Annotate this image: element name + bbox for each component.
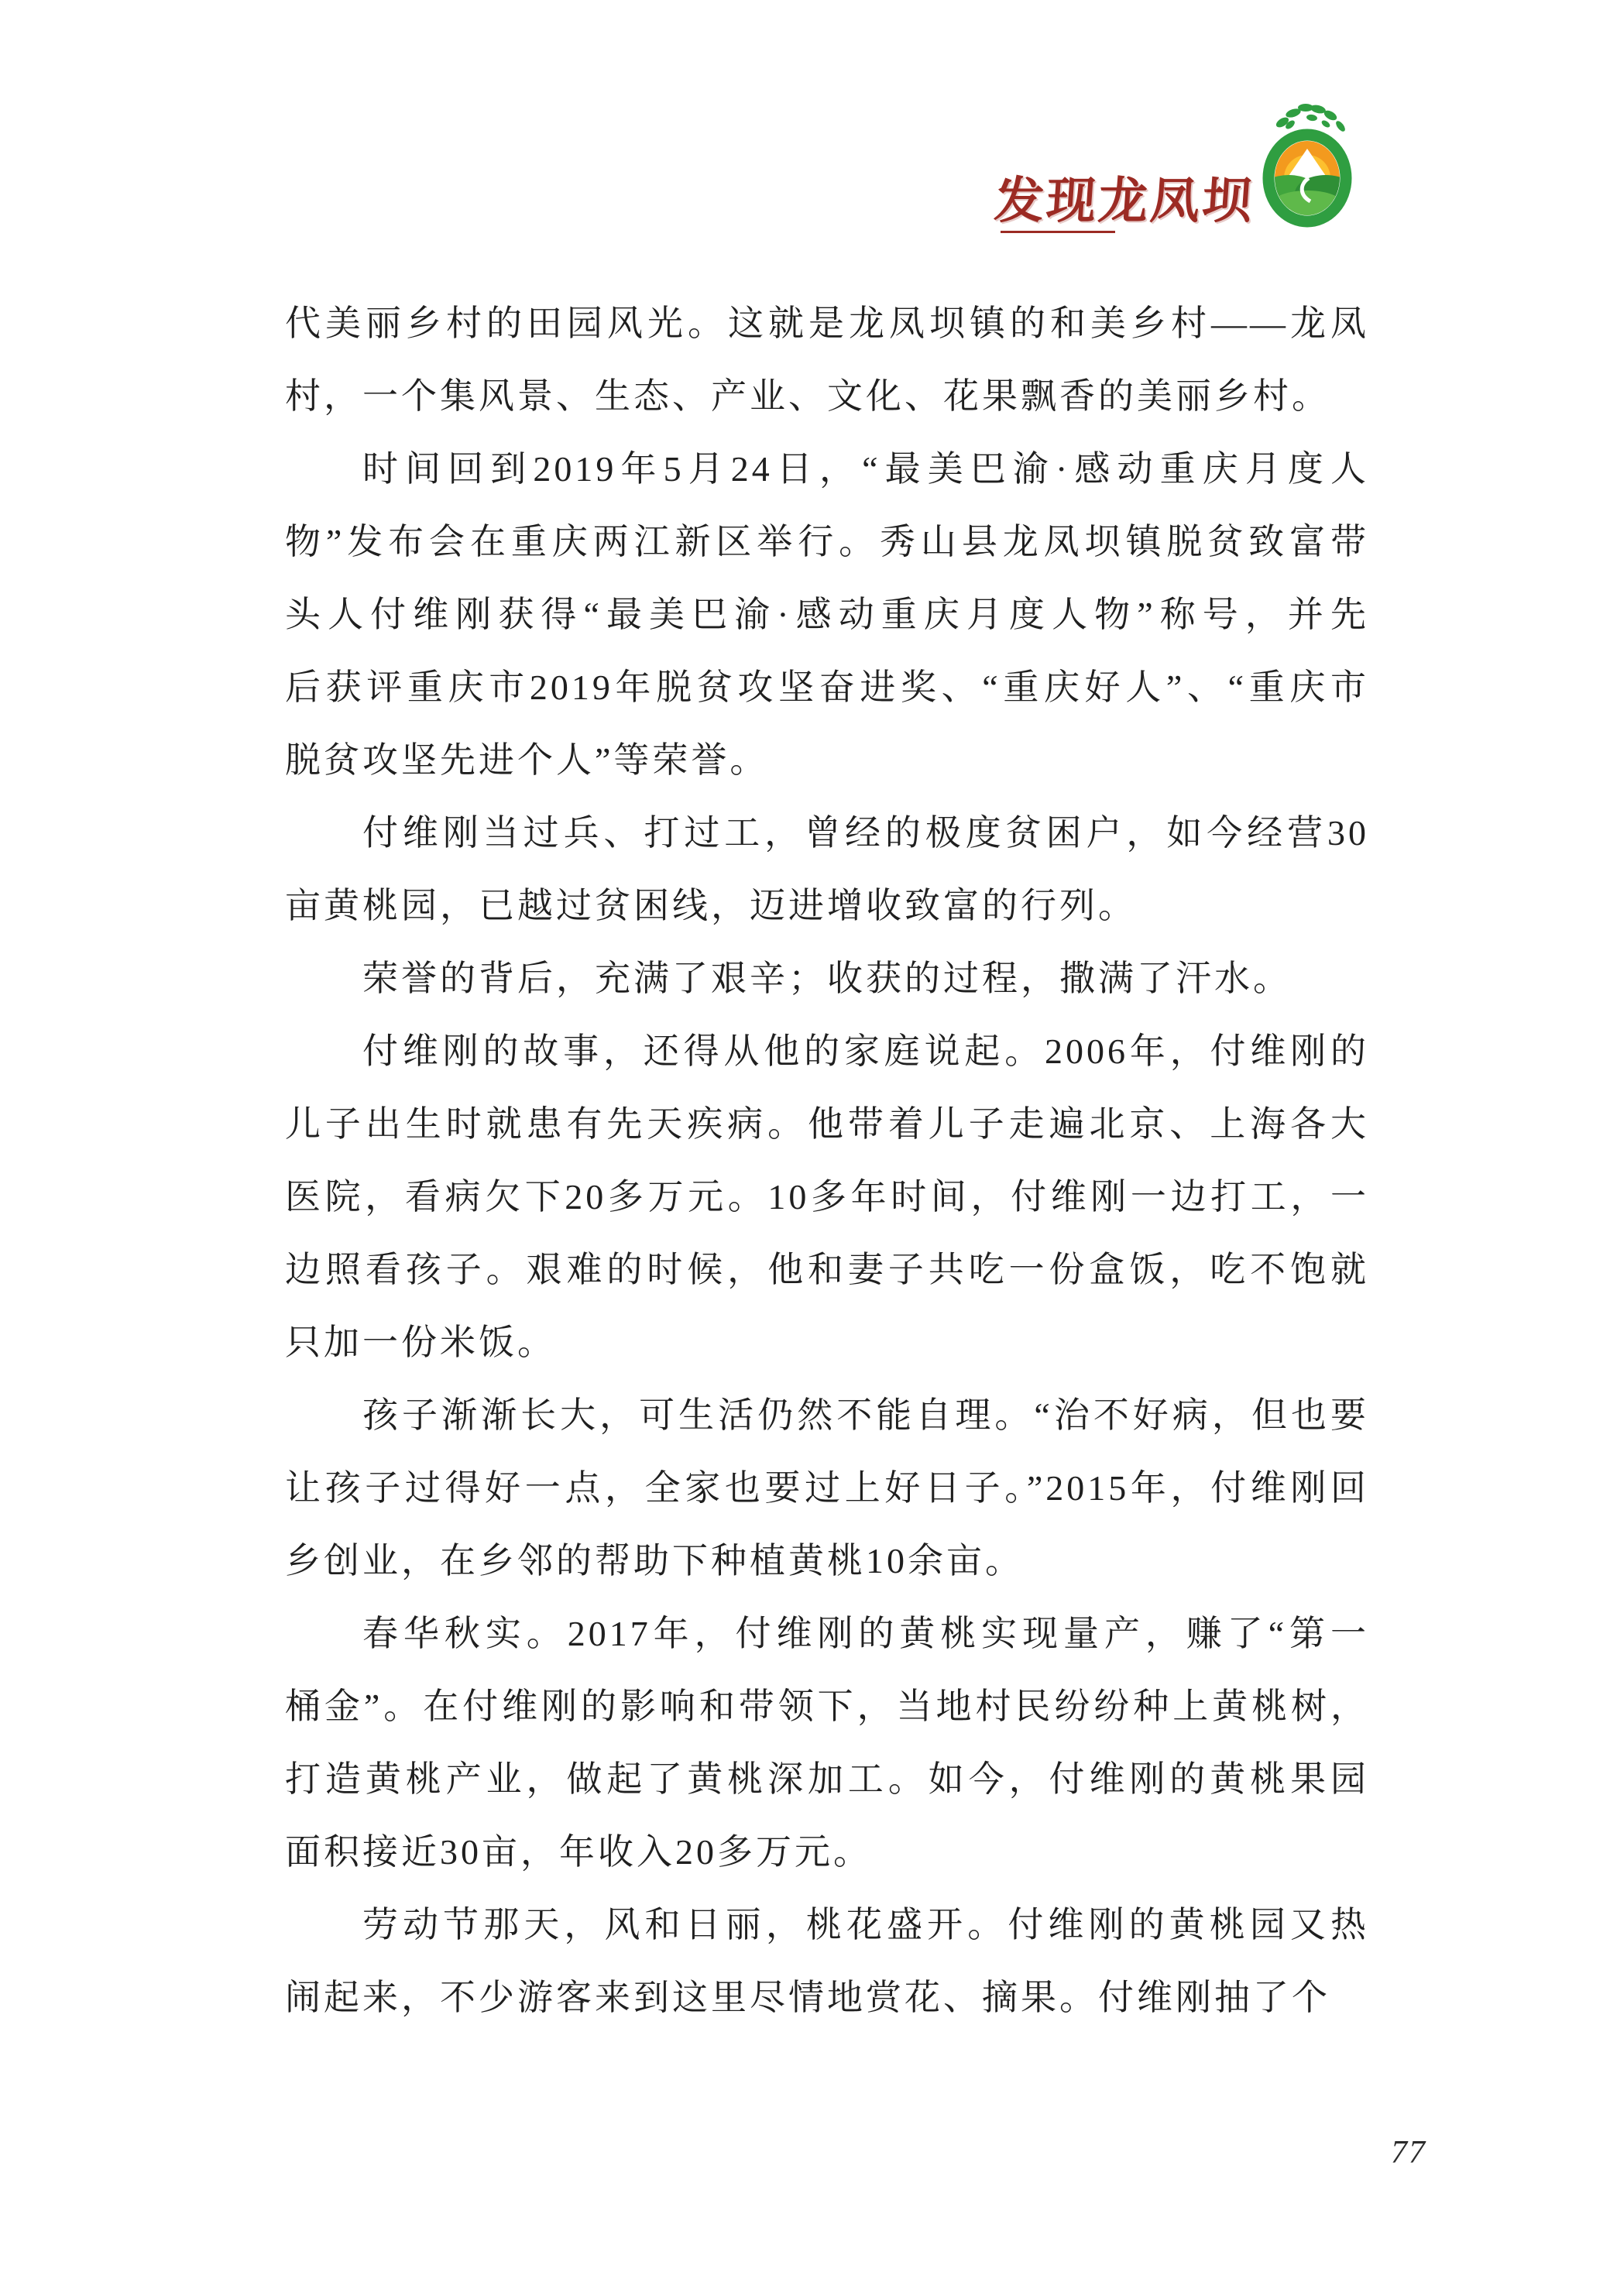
text-line: 面积接近30亩，年收入20多万元。 (285, 1832, 872, 1872)
text-line: 医院，看病欠下20多万元。10多年时间，付维刚一边打工，一 (285, 1177, 1369, 1217)
article (285, 287, 1369, 2034)
header-underline (1001, 231, 1115, 233)
text-line: 让孩子过得好一点，全家也要过上好日子。”2015年，付维刚回 (285, 1468, 1369, 1508)
text-line: 付维刚的故事，还得从他的家庭说起。2006年，付维刚的 (362, 1031, 1369, 1071)
text-line: 代美丽乡村的田园风光。这就是龙凤坝镇的和美乡村——龙凤 (285, 304, 1369, 343)
text-line: 物”发布会在重庆两江新区举行。秀山县龙凤坝镇脱贫致富带 (285, 522, 1369, 561)
text-line: 付维刚当过兵、打过工，曾经的极度贫困户，如今经营30 (362, 813, 1369, 853)
text-line: 打造黄桃产业，做起了黄桃深加工。如今，付维刚的黄桃果园 (285, 1759, 1369, 1799)
text-line: 荣誉的背后，充满了艰辛；收获的过程，撒满了汗水。 (362, 959, 1292, 998)
page-header-title: 发现龙凤坝 (992, 173, 1256, 228)
text-line: 闹起来，不少游客来到这里尽情地赏花、摘果。付维刚抽了个 (285, 1978, 1330, 2017)
text-line: 儿子出生时就患有先天疾病。他带着儿子走遍北京、上海各大 (285, 1104, 1369, 1144)
longfengba-logo-icon (1261, 101, 1357, 228)
text-line: 乡创业，在乡邻的帮助下种植黄桃10余亩。 (285, 1541, 1024, 1580)
text-line: 桶金”。在付维刚的影响和带领下，当地村民纷纷种上黄桃树， (285, 1687, 1369, 1726)
text-line: 时间回到2019年5月24日，“最美巴渝·感动重庆月度人 (362, 449, 1369, 489)
text-line: 边照看孩子。艰难的时候，他和妻子共吃一份盒饭，吃不饱就 (285, 1250, 1369, 1289)
page-number: 77 (1391, 2135, 1426, 2171)
text-line: 亩黄桃园，已越过贫困线，迈进增收致富的行列。 (285, 886, 1137, 925)
text-line: 头人付维刚获得“最美巴渝·感动重庆月度人物”称号，并先 (285, 595, 1369, 634)
text-line: 劳动节那天，风和日丽，桃花盛开。付维刚的黄桃园又热 (362, 1905, 1369, 1944)
text-line: 孩子渐渐长大，可生活仍然不能自理。“治不好病，但也要 (362, 1395, 1369, 1435)
text-line: 脱贫攻坚先进个人”等荣誉。 (285, 740, 769, 780)
text-line: 只加一份米饭。 (285, 1323, 556, 1362)
logo-leaves (1275, 104, 1347, 133)
text-line: 后获评重庆市2019年脱贫攻坚奋进奖、“重庆好人”、“重庆市 (285, 668, 1369, 707)
text-line: 春华秋实。2017年，付维刚的黄桃实现量产，赚了“第一 (362, 1614, 1369, 1653)
text-line: 村，一个集风景、生态、产业、文化、花果飘香的美丽乡村。 (285, 376, 1330, 416)
